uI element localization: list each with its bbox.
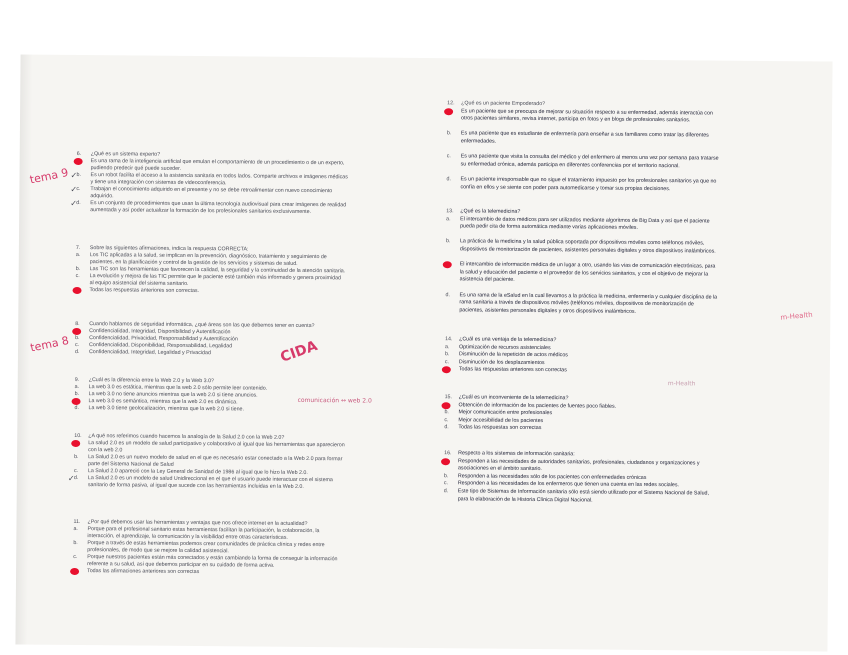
line-text: La web 3.0 tiene geolocalización, mientras que la web 2.0 si tiene. bbox=[88, 405, 245, 413]
answer-dot-icon bbox=[73, 287, 82, 294]
line-text: Confidencialidad, Integridad, Disponibilidad y Autentificación bbox=[89, 328, 231, 336]
question-line bbox=[74, 244, 409, 253]
option-marker: d. bbox=[446, 176, 451, 183]
handwritten-note-tema-9: tema 9 bbox=[28, 165, 70, 187]
option-marker: c. bbox=[446, 153, 451, 160]
line-text: Confidencialidad, Disponibilidad, Responsabilidad, Legalidad bbox=[89, 342, 233, 350]
line-text: su enfermedad crónica, además participa en diferentes conferencias por el territorio nacional. bbox=[460, 161, 680, 170]
line-text: ¿Qué es un paciente Empoderado? bbox=[461, 100, 546, 108]
line-text: La evolución y mejora de las TIC permite que le paciente esté también más informado y genera proximidad bbox=[89, 273, 342, 282]
line-text: ¿Por qué debemos usar las herramientas y ventajas que nos ofrece internet en la actualidad? bbox=[87, 519, 308, 527]
marked-answer bbox=[443, 366, 803, 374]
question-line bbox=[443, 351, 803, 359]
answer-dot-icon bbox=[71, 440, 80, 447]
answer-dot-icon bbox=[442, 402, 451, 409]
line-text: sanitario de forma pasiva, al igual que sucede con las herramientas incluidas en la Web 2.0. bbox=[87, 482, 304, 490]
line-text: Todas las afirmaciones anteriores son correctas bbox=[87, 568, 200, 576]
line-text: ¿Cuál es un inconveniente de la telemedicina? bbox=[458, 394, 569, 402]
line-text: Mejor comunicación entre profesionales bbox=[458, 409, 553, 417]
line-text: referente a su salud, así que debemos participar en su cuidado de forma activa. bbox=[87, 561, 275, 569]
option-marker: d. bbox=[444, 424, 449, 431]
line-text: Disminución de los desplazamientos bbox=[458, 359, 545, 366]
option-marker: b. bbox=[74, 453, 79, 460]
option-marker: c. bbox=[444, 416, 449, 424]
line-text: Es una paciente que es estudiante de enfermería para enseñar a sus familiares como tratar las diferentes bbox=[460, 130, 709, 139]
option-marker: c. bbox=[73, 467, 79, 474]
handwritten-note-web20: comunicación ↔ web 2.0 bbox=[297, 396, 372, 405]
answer-dot-icon bbox=[442, 367, 451, 374]
option-marker: 15. bbox=[444, 394, 453, 401]
marked-answer bbox=[442, 457, 802, 467]
line-text: La práctica de la medicina y la salud pública soportada por dispositivos móviles como teléfonos móviles, bbox=[459, 238, 705, 247]
option-marker: b. bbox=[444, 351, 450, 358]
option-marker: c. bbox=[75, 272, 80, 279]
line-text: Sobre las siguientes afirmaciones, indica la respuesta CORRECTA: bbox=[89, 245, 249, 253]
line-text: La web 3.0 es estática, mientras que la web 2.0 sólo permite leer contenido. bbox=[88, 384, 268, 392]
question-line bbox=[445, 130, 805, 139]
line-text: Obtención de información de los pacientes de fuentes poco fiables. bbox=[458, 401, 617, 410]
question-line bbox=[442, 450, 802, 458]
option-marker: d. bbox=[74, 348, 80, 355]
handwritten-note-mhealth-1: m-Health bbox=[780, 310, 813, 322]
option-marker: d. bbox=[73, 474, 79, 481]
question-line bbox=[443, 343, 803, 351]
option-marker: a. bbox=[73, 525, 78, 532]
option-marker: a. bbox=[446, 215, 451, 222]
option-marker: b. bbox=[74, 390, 80, 397]
line-text: dispositivos de monitorización de pacientes, asistentes personales digitales y otros dispositivos inalámbricos. bbox=[459, 246, 716, 255]
question-line bbox=[70, 170, 410, 181]
line-text: para la elaboración de la Historia Clínica Digital Nacional. bbox=[457, 495, 593, 504]
question-line bbox=[442, 416, 802, 424]
question-block bbox=[67, 432, 407, 490]
line-text: ¿Qué es un sistema experto? bbox=[90, 151, 161, 158]
line-text: Es una rama de la inteligencia artificial que emulan el comportamiento de un procedimiento o de un experto, bbox=[90, 158, 345, 167]
option-marker: c. bbox=[444, 358, 450, 366]
answer-dot-icon bbox=[70, 568, 79, 575]
line-text: Porque nuestros pacientes están más conectados y están cambiando la forma de conseguir la información bbox=[87, 554, 338, 563]
line-text: aumentada y así poder actualizar la formación de los profesionales sanitarios exclusivamente. bbox=[90, 207, 312, 216]
question-line bbox=[444, 215, 804, 225]
question-line bbox=[72, 467, 407, 476]
line-text: La Salud 2.0 apareció con la Ley General de Sanidad de 1986 al igual que lo hizo la Web 2.0. bbox=[87, 468, 308, 476]
option-marker: a. bbox=[74, 383, 80, 390]
question-line bbox=[73, 348, 408, 357]
question-line bbox=[444, 238, 804, 247]
question-line bbox=[73, 376, 408, 385]
line-text: Porque a través de estas herramientas podemos crear comunidades de práctica clínica y redes entre bbox=[87, 540, 325, 549]
marked-answer bbox=[444, 261, 804, 270]
option-marker: 14. bbox=[445, 336, 453, 343]
line-text: enfermedades. bbox=[460, 138, 497, 145]
check-mark-icon: ✓ bbox=[70, 198, 78, 208]
marked-answer bbox=[443, 401, 803, 410]
line-text: La web 3.0 no tiene anuncios mientras que la web 2.0 si tiene anuncios. bbox=[88, 391, 258, 399]
question-block bbox=[74, 244, 409, 295]
question-line bbox=[72, 453, 407, 463]
line-text: La salud 2.0 es un modelo de salud participativo y colaborativo al igual que las herramientas que aparecieron bbox=[88, 440, 345, 449]
option-marker: 9. bbox=[74, 376, 80, 383]
line-text: al equipo asistencial del sistema sanitario. bbox=[89, 280, 189, 287]
check-mark-icon: ✓ bbox=[70, 184, 78, 194]
question-block bbox=[445, 100, 805, 192]
line-text: Responden a las necesidades de autoridades sanitarias, profesionales, ciudadanos y organizaciones y bbox=[458, 457, 700, 467]
line-text: Es un conjunto de procedimientos que usan la última tecnología audiovisual para crear imágenes de realidad bbox=[90, 200, 347, 209]
option-marker: c. bbox=[443, 480, 449, 487]
line-text: ¿A qué nos referimos cuando hacemos la analogía de la Salud 2.0 con la Web 2.0? bbox=[88, 433, 285, 441]
option-marker: 13. bbox=[446, 208, 454, 215]
question-line bbox=[442, 472, 802, 481]
line-text: Es una rama de la eSalud en la cual llevamos a la práctica la medicina, enfermería y cualquier disciplina de la bbox=[459, 291, 718, 301]
line-text: Confidencialidad, Integridad, Legalidad y Privacidad bbox=[88, 349, 211, 357]
line-text: confía en ellos y se siente con poder para automedicarse y tomar sus propias decisiones. bbox=[460, 183, 671, 192]
line-text: Cuando hablamos de seguridad informática, ¿qué áreas son las que debemos tener en cuenta? bbox=[89, 321, 315, 330]
option-marker: b. bbox=[73, 539, 78, 546]
line-text: Los TIC aplicadas a la salud, se implican en la prevención, diagnóstico, tratamiento y seguimiento de bbox=[89, 252, 327, 261]
line-text: parte del Sistema Nacional de Salud bbox=[87, 461, 174, 468]
line-text: Respecto a los sistemas de información sanitaria: bbox=[458, 450, 575, 458]
line-text: Responden a las necesidades sólo de los pacientes con enfermedades crónicas bbox=[457, 473, 647, 481]
option-marker: c. bbox=[75, 341, 80, 348]
line-text: Trabajan el conocimiento adquirido en el presente y no se debe retroalimentar con nuevo conocimiento bbox=[90, 186, 333, 195]
question-line bbox=[444, 291, 804, 301]
question-line bbox=[73, 334, 408, 343]
option-marker: b. bbox=[444, 409, 449, 416]
line-text: profesionales, de modo que se mejore la calidad asistencial. bbox=[87, 547, 229, 555]
line-text: otros pacientes similares, revisa internet, participa en fotos y en blogs de profesionales sanitarios. bbox=[461, 115, 691, 124]
question-block bbox=[443, 336, 803, 374]
line-text: Optimización de recursos asistenciales bbox=[459, 343, 551, 351]
option-marker: b. bbox=[76, 171, 81, 178]
option-marker: b. bbox=[446, 130, 452, 137]
answer-dot-icon bbox=[72, 328, 81, 335]
option-marker: a. bbox=[445, 343, 450, 350]
question-line bbox=[443, 336, 803, 344]
question-line bbox=[73, 341, 408, 350]
check-mark-icon: ✓ bbox=[67, 473, 75, 483]
question-line bbox=[444, 284, 804, 287]
line-text: asociaciones en el ámbito sanitario. bbox=[457, 465, 542, 473]
line-text: Disminución de la repetición de actos médicos bbox=[458, 351, 568, 359]
question-line bbox=[72, 518, 407, 527]
question-line bbox=[73, 320, 408, 330]
question-block bbox=[444, 208, 804, 315]
option-marker: d. bbox=[443, 488, 449, 495]
line-text: con la web 2.0 bbox=[88, 447, 123, 454]
line-text: interacción, el aprendizaje, la comunicación y la visibilidad entre otras características. bbox=[87, 533, 288, 541]
option-marker: d. bbox=[74, 404, 79, 411]
line-text: ¿Cuál es la diferencia entre la Web 2.0 y la Web 3.0? bbox=[88, 377, 215, 385]
question-block bbox=[73, 320, 408, 357]
line-text: Todas las respuestas anteriores son correctas bbox=[458, 366, 567, 374]
line-text: pacientes, en la planificación y control de la gestión de los servicios y sistemas de salud. bbox=[89, 259, 298, 267]
check-mark-icon: ✓ bbox=[70, 170, 78, 180]
question-block bbox=[70, 150, 410, 216]
option-marker: d. bbox=[76, 199, 81, 206]
question-line bbox=[443, 358, 803, 366]
question-line bbox=[73, 404, 408, 413]
line-text: Mejor accesibilidad de los pacientes bbox=[458, 417, 544, 424]
exam-sheet bbox=[15, 54, 832, 651]
option-marker: 8. bbox=[75, 320, 80, 327]
line-text: Todas las respuestas son correctas bbox=[458, 424, 542, 432]
line-text: Este tipo de Sistemas de Información sanitaria sólo está siendo utilizado por el Sistema Nacional de Salud, bbox=[457, 488, 709, 497]
line-text: La web 3.0 es semántica, mientras que la web 2.0 es dinámica. bbox=[88, 398, 238, 406]
question-line bbox=[442, 424, 802, 432]
handwritten-note-mhealth-2: m-Health bbox=[667, 380, 696, 388]
handwritten-note-tema-8: tema 8 bbox=[29, 333, 71, 355]
question-line bbox=[70, 184, 409, 195]
question-block bbox=[72, 518, 407, 576]
line-text: Porque para el profesional sanitario estas herramientas facilitan la participación, la colaboración, la bbox=[87, 526, 320, 535]
option-marker: 16. bbox=[444, 450, 452, 457]
question-line bbox=[445, 100, 805, 108]
line-text: y tiene una integración con sistemas de videoconferencia. bbox=[90, 179, 227, 187]
line-text: pacientes, asistentes personales digitales y otros dispositivos inalámbricos. bbox=[459, 307, 637, 315]
option-marker: b. bbox=[445, 238, 451, 245]
question-block bbox=[442, 450, 802, 504]
line-text: Es un robot facilita el acceso a la asistencia sanitaria en todos lados. Comparte archivos e imágenes médicas bbox=[90, 172, 348, 181]
option-marker: 12. bbox=[447, 100, 455, 107]
marked-answer bbox=[445, 107, 805, 117]
question-line bbox=[444, 208, 804, 215]
option-marker: c. bbox=[76, 185, 81, 192]
line-text: Todas las respuestas anteriores son correctas. bbox=[89, 287, 200, 295]
line-text: La Salud 2.0 es un nuevo modelo de salud en el que es necesario estar conectado a la Web 2.0 para formar bbox=[88, 454, 343, 463]
option-marker: 10. bbox=[74, 432, 82, 440]
line-text: ¿Cuál es una ventaja de la telemedicina? bbox=[459, 336, 557, 344]
question-block bbox=[443, 394, 803, 432]
option-marker: b. bbox=[443, 472, 449, 480]
option-marker: b. bbox=[75, 334, 80, 341]
question-line bbox=[73, 383, 408, 392]
line-text: asistencia del paciente. bbox=[459, 276, 515, 284]
question-line bbox=[443, 394, 803, 402]
handwritten-note-cida: CIDA bbox=[278, 338, 320, 366]
line-text: la salud y educación del paciente o el proveedor de los servicios sanitarios, y con el objetivo de mejorar la bbox=[459, 269, 709, 278]
line-text: Las TIC son las herramientas que favorecen la calidad, la seguridad y la continuidad de la atención sanitaria. bbox=[89, 266, 346, 275]
option-marker: 11. bbox=[73, 518, 81, 526]
question-line bbox=[75, 150, 410, 158]
question-line bbox=[445, 146, 805, 149]
question-line bbox=[443, 409, 803, 417]
answer-dot-icon bbox=[72, 398, 81, 405]
option-marker: a. bbox=[75, 251, 81, 258]
line-text: La Salud 2.0 es un modelo de salud Unidireccional en el que el usuario puede interactuar con el sistema bbox=[87, 475, 333, 484]
line-text: Es un paciente irresponsable que no sigue el tratamiento impuesto por los profesionales sanitarios ya que no bbox=[460, 176, 717, 185]
marked-answer bbox=[74, 287, 409, 295]
question-line bbox=[71, 553, 406, 563]
line-text: El intercambio de datos médicos para ser utilizados mediante algoritmos de Big Data y así que el paciente bbox=[460, 215, 710, 225]
marked-answer bbox=[75, 158, 410, 167]
line-text: Es un paciente que se preocupa de mejorar su situación respecto a su enfermedad, además interactúa con bbox=[461, 107, 713, 117]
question-line bbox=[70, 198, 409, 209]
answer-dot-icon bbox=[444, 108, 453, 115]
option-marker: b. bbox=[75, 265, 81, 272]
question-line bbox=[445, 176, 805, 185]
line-text: El intercambio de información médica de un lugar a otro, usando las vías de comunicación electrónicas, para bbox=[459, 261, 716, 270]
question-line bbox=[72, 432, 407, 441]
option-marker: 7. bbox=[75, 244, 81, 251]
line-text: Es una paciente que visita la consulta del médico y del enfermero al menos una vez por semana para tratarse bbox=[460, 153, 719, 162]
answer-dot-icon bbox=[441, 458, 450, 465]
line-text: Confidencialidad, Privacidad, Responsabilidad y Autentificación bbox=[89, 335, 238, 343]
option-marker: d. bbox=[445, 291, 450, 298]
line-text: rama sanitaria a través de dispositivos móviles (teléfonos móviles, dispositivos de monitorización de bbox=[459, 299, 694, 308]
answer-dot-icon bbox=[74, 158, 83, 165]
line-text: pudiendo predecir qué puede suceder. bbox=[90, 165, 182, 172]
line-text: Responden a las necesidades de los enfermeros que tienen una cuenta en las redes sociales. bbox=[457, 480, 680, 489]
line-text: pueda pedir cita de forma automática mediante varias aplicaciones móviles. bbox=[460, 223, 638, 232]
option-marker: c. bbox=[73, 553, 78, 560]
line-text: adquirido. bbox=[90, 193, 114, 200]
question-line bbox=[445, 153, 805, 162]
line-text: ¿Qué es la telemedicina? bbox=[460, 208, 521, 215]
option-marker: 6. bbox=[76, 150, 82, 158]
answer-dot-icon bbox=[443, 261, 452, 268]
